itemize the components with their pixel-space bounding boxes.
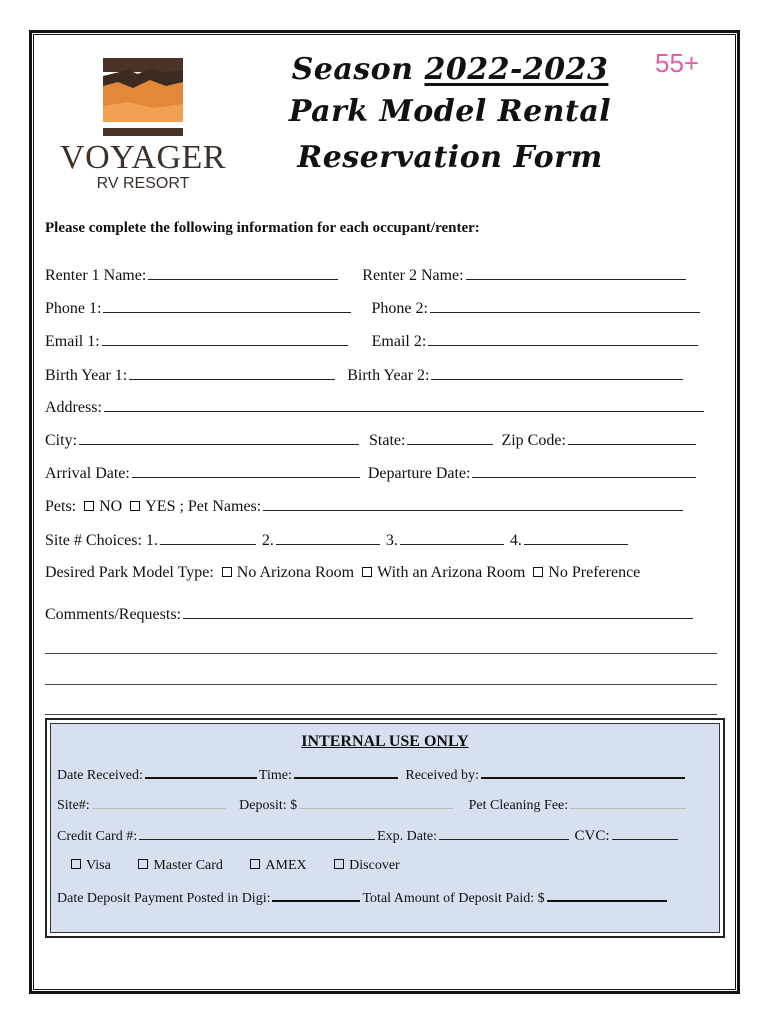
total-field[interactable] <box>547 888 667 902</box>
dates-row <box>45 463 698 483</box>
comments-row <box>45 604 695 624</box>
email2-label: Email 2: <box>371 333 427 350</box>
pets-yes-checkbox[interactable] <box>130 501 140 511</box>
renter2-label: Renter 2 Name: <box>362 267 464 284</box>
internal-row-received <box>57 765 687 784</box>
logo-subtitle: RV RESORT <box>96 175 190 192</box>
pets-yes-label: YES ; Pet Names: <box>145 498 262 515</box>
email1-label: Email 1: <box>45 333 100 350</box>
site-field[interactable] <box>92 796 226 809</box>
renter1-field[interactable] <box>148 265 338 280</box>
site-choice-4-field[interactable] <box>524 530 628 545</box>
deposit-field[interactable] <box>299 796 453 809</box>
title-season: Season <box>291 52 414 87</box>
renter2-field[interactable] <box>466 265 686 280</box>
model-no-az-label: No Arizona Room <box>236 564 355 581</box>
state-field[interactable] <box>407 430 493 445</box>
model-no-az-checkbox[interactable] <box>222 567 232 577</box>
address-row <box>45 397 706 417</box>
internal-title: INTERNAL USE ONLY <box>301 733 469 750</box>
arrival-label: Arrival Date: <box>45 465 130 482</box>
birth1-field[interactable] <box>129 365 335 380</box>
model-with-az-checkbox[interactable] <box>362 567 372 577</box>
total-label: Total Amount of Deposit Paid: $ <box>362 891 545 906</box>
departure-field[interactable] <box>472 463 696 478</box>
model-type-row <box>45 564 640 582</box>
internal-row-cardtype <box>65 858 400 874</box>
internal-row-posted <box>57 888 669 907</box>
deposit-label: Deposit: $ <box>239 798 298 813</box>
pet-names-field[interactable] <box>263 496 683 511</box>
model-nopref-label: No Preference <box>548 564 641 581</box>
city-label: City: <box>45 432 78 449</box>
renter-row <box>45 265 688 285</box>
visa-label: Visa <box>86 858 111 873</box>
email1-field[interactable] <box>102 331 348 346</box>
credit-card-label: Credit Card #: <box>57 829 138 844</box>
pets-no-checkbox[interactable] <box>84 501 94 511</box>
posted-label: Date Deposit Payment Posted in Digi: <box>57 891 271 906</box>
phone1-field[interactable] <box>103 298 351 313</box>
zip-label: Zip Code: <box>501 432 566 449</box>
internal-use-box <box>45 718 725 938</box>
email2-field[interactable] <box>428 331 698 346</box>
pets-no-label: NO <box>99 498 123 515</box>
model-nopref-checkbox[interactable] <box>533 567 543 577</box>
email-row <box>45 331 700 351</box>
pet-fee-field[interactable] <box>570 796 686 809</box>
comments-line-1[interactable] <box>45 653 717 654</box>
amex-checkbox[interactable] <box>250 859 260 869</box>
exp-field[interactable] <box>439 827 569 840</box>
page-title-line2: Park Model Rental <box>288 94 612 129</box>
model-type-label: Desired Park Model Type: <box>45 564 214 581</box>
comments-line-3[interactable] <box>45 714 717 715</box>
birth2-field[interactable] <box>431 365 683 380</box>
age-badge: 55+ <box>655 48 700 78</box>
posted-field[interactable] <box>272 888 360 902</box>
discover-checkbox[interactable] <box>334 859 344 869</box>
mastercard-label: Master Card <box>153 858 223 873</box>
date-received-field[interactable] <box>145 765 257 779</box>
model-with-az-label: With an Arizona Room <box>377 564 526 581</box>
address-label: Address: <box>45 399 102 416</box>
exp-label: Exp. Date: <box>377 829 437 844</box>
amex-label: AMEX <box>265 858 307 873</box>
birth1-label: Birth Year 1: <box>45 367 128 384</box>
city-field[interactable] <box>79 430 359 445</box>
logo-wordmark: VOYAGER <box>60 139 226 176</box>
site-choice-4-label: 4. <box>509 532 522 549</box>
time-field[interactable] <box>294 765 398 779</box>
page-title-line1 <box>260 52 640 87</box>
mastercard-checkbox[interactable] <box>138 859 148 869</box>
site-choice-1-field[interactable] <box>160 530 256 545</box>
page-title-line3: Reservation Form <box>297 140 603 175</box>
comments-label: Comments/Requests: <box>45 606 181 623</box>
zip-field[interactable] <box>568 430 696 445</box>
site-choice-3-field[interactable] <box>400 530 504 545</box>
comments-field[interactable] <box>183 604 693 619</box>
discover-label: Discover <box>349 858 400 873</box>
pets-label: Pets: <box>45 498 77 515</box>
internal-use-panel <box>50 723 720 933</box>
state-label: State: <box>369 432 406 449</box>
phone1-label: Phone 1: <box>45 300 102 317</box>
site-choice-2-field[interactable] <box>276 530 380 545</box>
internal-row-card <box>57 827 680 845</box>
credit-card-field[interactable] <box>139 827 375 840</box>
internal-row-site <box>57 796 688 814</box>
site-choices-row <box>45 530 630 550</box>
time-label: Time: <box>258 768 292 783</box>
phone-row <box>45 298 702 318</box>
birth-row <box>45 365 685 385</box>
cvc-field[interactable] <box>612 827 678 840</box>
departure-label: Departure Date: <box>367 465 471 482</box>
renter1-label: Renter 1 Name: <box>45 267 147 284</box>
site-choice-3-label: 3. <box>385 532 398 549</box>
site-choices-label: Site # Choices: 1. <box>45 532 158 549</box>
phone2-field[interactable] <box>430 298 700 313</box>
arrival-field[interactable] <box>132 463 360 478</box>
pet-fee-label: Pet Cleaning Fee: <box>468 798 569 813</box>
birth2-label: Birth Year 2: <box>347 367 430 384</box>
title-year: 2022-2023 <box>424 52 609 87</box>
address-field[interactable] <box>104 397 704 412</box>
phone2-label: Phone 2: <box>371 300 428 317</box>
pets-row <box>45 496 685 516</box>
cvc-label: CVC: <box>574 828 610 844</box>
received-by-field[interactable] <box>481 765 685 779</box>
comments-line-2[interactable] <box>45 684 717 685</box>
site-label: Site#: <box>57 798 90 813</box>
date-received-label: Date Received: <box>57 768 143 783</box>
instructions: Please complete the following information for each occupant/renter: <box>45 220 480 236</box>
city-row <box>45 430 698 450</box>
site-choice-2-label: 2. <box>261 532 274 549</box>
received-by-label: Received by: <box>405 768 479 783</box>
visa-checkbox[interactable] <box>71 859 81 869</box>
